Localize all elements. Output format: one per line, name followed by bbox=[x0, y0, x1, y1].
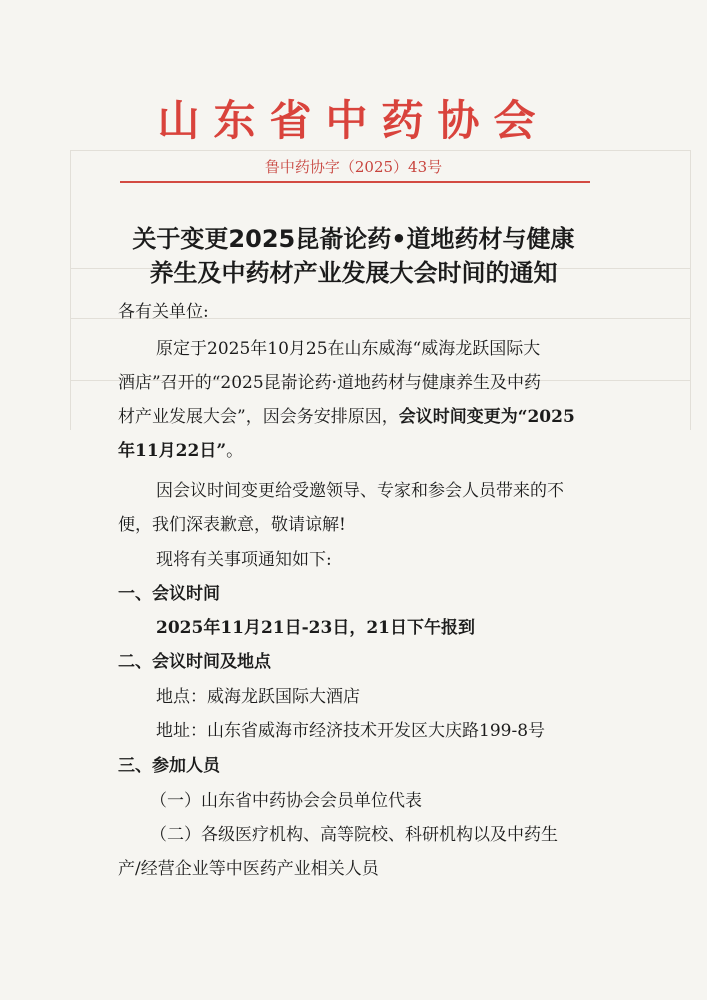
bleed-through-table-right bbox=[690, 150, 691, 430]
notice-title-line-1: 关于变更2025昆嵛论药•道地药材与健康 bbox=[132, 225, 575, 253]
section2-heading: 二、会议时间及地点 bbox=[118, 652, 271, 672]
section3-heading: 三、参加人员 bbox=[118, 756, 220, 776]
attendees-item2-line2: 产/经营企业等中医药产业相关人员 bbox=[118, 859, 379, 879]
para1-line4-bold: 年11月22日” bbox=[118, 441, 227, 461]
para1-line3 bbox=[118, 400, 575, 434]
attendees-item2-line1: （二）各级医疗机构、高等院校、科研机构以及中药生 bbox=[150, 825, 558, 845]
venue-location: 地点：威海龙跃国际大酒店 bbox=[156, 687, 360, 707]
para3: 现将有关事项通知如下: bbox=[156, 550, 332, 570]
para1-line4-end: 。 bbox=[226, 441, 244, 461]
notice-title bbox=[60, 222, 647, 290]
para2-line1: 因会议时间变更给受邀领导、专家和参会人员带来的不 bbox=[156, 481, 564, 501]
notice-title-line-2: 养生及中药材产业发展大会时间的通知 bbox=[149, 259, 558, 287]
red-divider bbox=[120, 181, 590, 183]
bleed-through-table-top bbox=[70, 150, 690, 151]
doc-number: 鲁中药协字（2025）43号 bbox=[264, 158, 443, 176]
para1-line3-text: 材产业发展大会”，因会务安排原因， bbox=[118, 407, 399, 427]
venue-address: 地址：山东省威海市经济技术开发区大庆路199-8号 bbox=[156, 721, 546, 741]
section1-heading: 一、会议时间 bbox=[118, 584, 220, 604]
attendees-item1: （一）山东省中药协会会员单位代表 bbox=[150, 791, 422, 811]
section1-content: 2025年11月21日-23日，21日下午报到 bbox=[156, 618, 475, 638]
bleed-through-table-left bbox=[70, 150, 71, 430]
para1-line2: 酒店”召开的“2025昆嵛论药·道地药材与健康养生及中药 bbox=[118, 373, 542, 393]
para1-line4 bbox=[118, 434, 243, 468]
salutation: 各有关单位: bbox=[118, 302, 209, 322]
para1-line3-bold: 会议时间变更为“2025 bbox=[398, 407, 575, 427]
para1-line1: 原定于2025年10月25在山东威海“威海龙跃国际大 bbox=[156, 339, 541, 359]
para2-line2: 便，我们深表歉意，敬请谅解! bbox=[118, 515, 346, 535]
org-name-header: 山东省中药协会 bbox=[157, 96, 550, 145]
